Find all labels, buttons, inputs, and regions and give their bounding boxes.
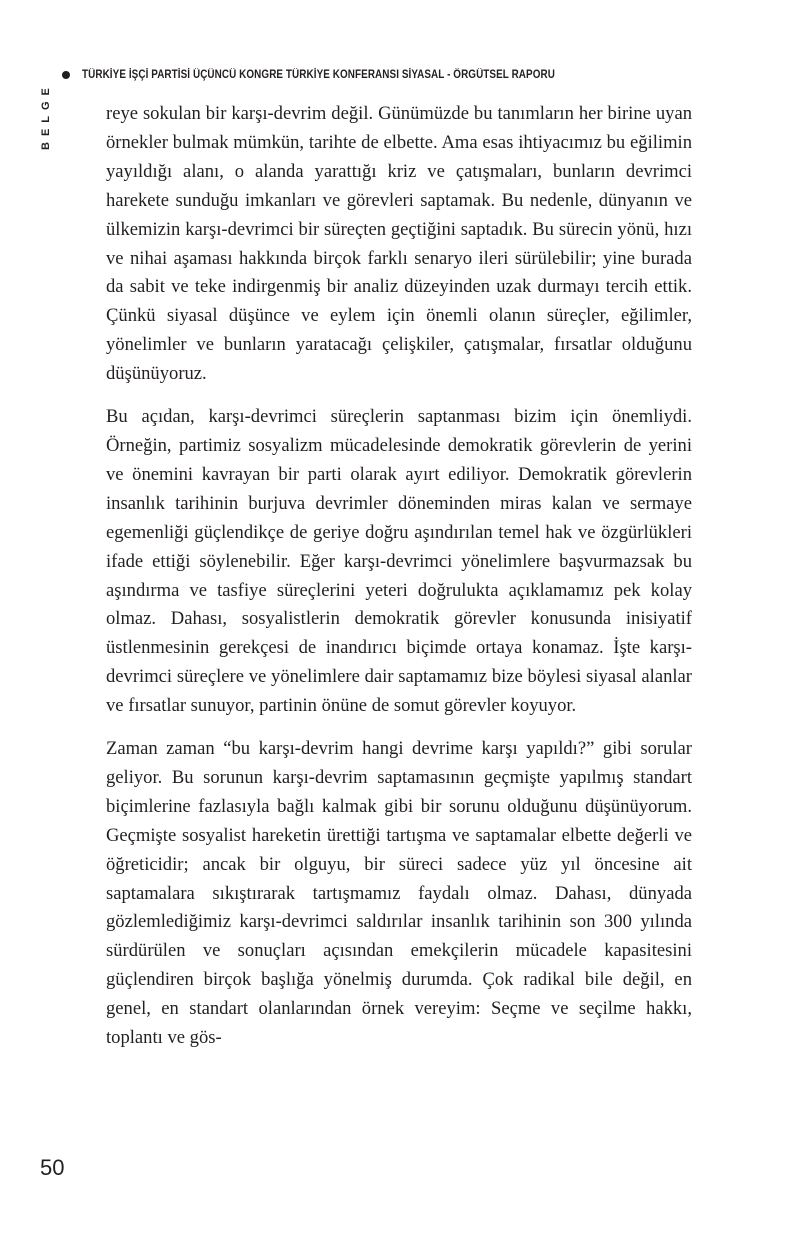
paragraph: Zaman zaman “bu karşı-devrim hangi devrime karşı yapıldı?” gibi sorular geliyor. Bu sorunun karşı-devrim saptamasının geçmişte yapılmış standart biçimlerine fazlasıyla bağlı kalmak gibi bir sorunu olduğunu düşünüyorum. Geçmişte sosyalist hareketin ürettiği tartışma ve saptamalar elbette değerli ve öğreticidir; ancak bir olguyu, bir süreci sadece yüz yıl öncesine ait saptamalara sıkıştırarak tartışmamız faydalı olmaz. Dahası, dünyada gözlemlediğimiz karşı-devrimci saldırılar insanlık tarihinin son 300 yılında sürdürülen ve sonuçları açısından emekçilerin mücadele kapasitesini güçlendiren birçok başlığa yönelmiş durumda. Çok radikal bile değil, en genel, en standart olanlarından örnek vereyim: Seçme ve seçilme hakkı, toplantı ve gös- [106, 738, 692, 1049]
paragraph: reye sokulan bir karşı-devrim değil. Günümüzde bu tanımların her birine uyan örnekler bulmak mümkün, tarihte de elbette. Ama esas ihtiyacımız bu eğilimin yayıldığı alanı, o alanda yarattığı kriz ve çatışmaları, bunların devrimci harekete sunduğu imkanları ve görevleri saptamak. Bu nedenle, dünyanın ve ülkemizin karşı-devrimci bir süreçten geçtiğini saptadık. Bu sürecin yönü, hızı ve nihai aşaması hakkında birçok farklı senaryo ileri sürülebilir; yine burada da sabit ve teke indirgenmiş bir analiz düzeyinden uzak durmayı tercih ettik. Çünkü siyasal düşünce ve eylem için önemli olanın süreçler, eğilimler, yönelimler ve bunların yaratacağı çelişkiler, çatışmalar, fırsatlar olduğunu düşünüyoruz. [106, 103, 692, 385]
body-text [106, 100, 692, 1067]
page-number: 50 [40, 1155, 65, 1180]
running-header [62, 64, 632, 86]
side-section-label: BELGE [40, 82, 52, 150]
paragraph: Bu açıdan, karşı-devrimci süreçlerin saptanması bizim için önemliydi. Örneğin, partimiz sosyalizm mücadelesinde demokratik görevlerin de yerini ve önemini kavrayan bir parti olarak ayırt ediliyor. Demokratik görevlerin insanlık tarihinin burjuva devrimler döneminden miras kalan ve sermaye egemenliği güçlendikçe de geriye doğru aşındırılan temel hak ve özgürlükleri ifade ettiği söylenebilir. Eğer karşı-devrimci yönelimlere başvurmazsak bu aşındırma ve tasfiye süreçlerini yeteri doğrulukta açıklamamız pek kolay olmaz. Dahası, sosyalistlerin demokratik görevler konusunda inisiyatif üstlenmesinin gerekçesi de inandırıcı biçimde ortaya konamaz. İşte karşı-devrimci süreçlere ve yönelimlere dair saptamamız bize böylesi siyasal alanlar ve fırsatlar sunuyor, partinin önüne de somut görevler koyuyor. [106, 406, 692, 717]
bullet-icon [62, 71, 70, 79]
header-title: TÜRKİYE İŞÇİ PARTİSİ ÜÇÜNCÜ KONGRE TÜRKİYE KONFERANSI SİYASAL - ÖRGÜTSEL RAPORU [82, 69, 555, 81]
